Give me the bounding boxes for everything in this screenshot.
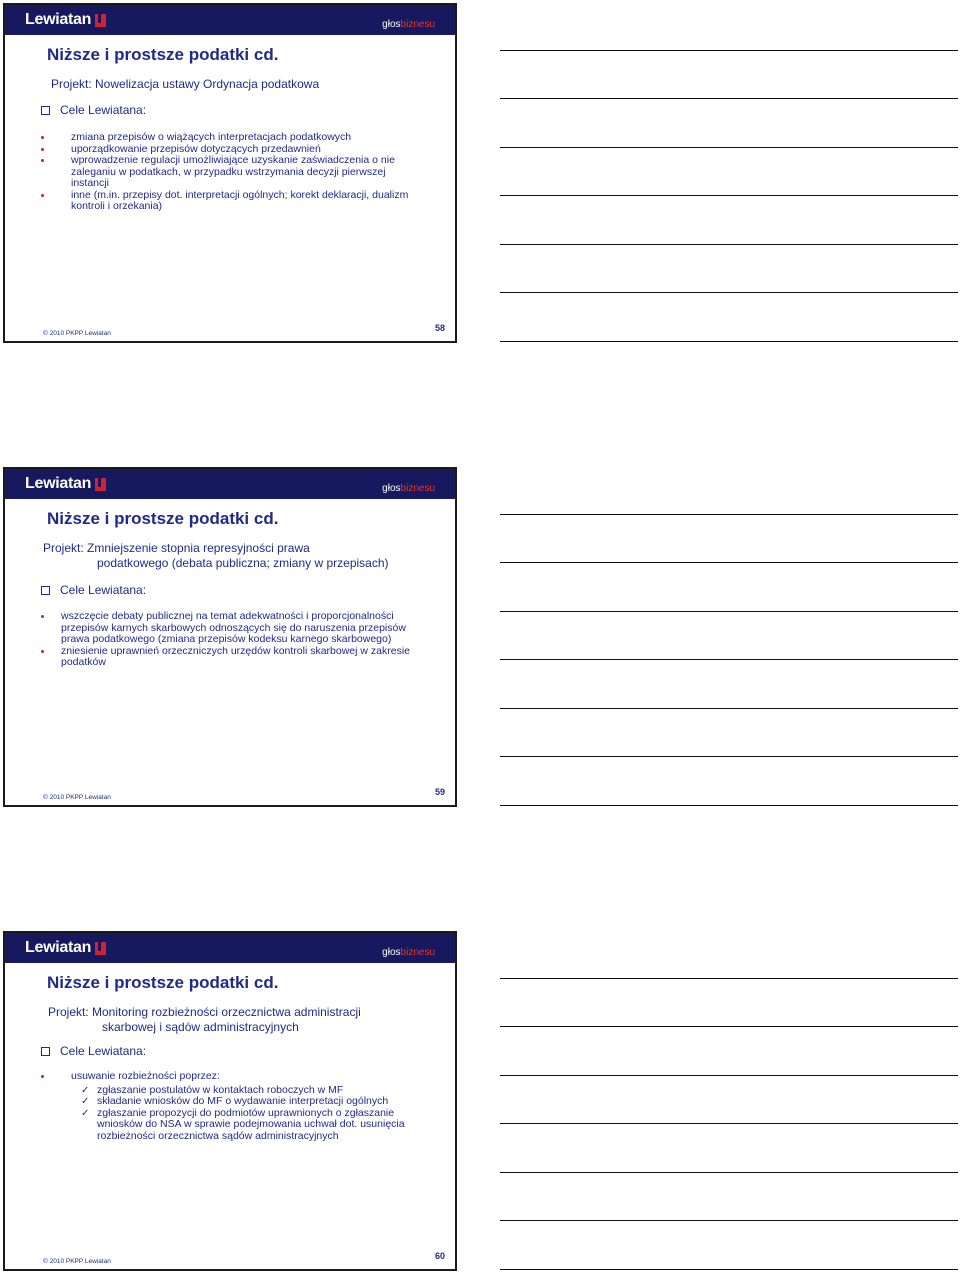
lewiatan-mark-icon — [95, 942, 106, 955]
slide-header — [5, 933, 455, 963]
bullet-icon — [41, 1075, 44, 1078]
slide-title: Niższe i prostsze podatki cd. — [47, 973, 279, 992]
bullet-list — [41, 1071, 425, 1142]
note-line — [500, 562, 958, 563]
note-line — [500, 1269, 958, 1270]
note-line — [500, 756, 958, 757]
glos-biznesu-logo: głosbiznesu — [382, 947, 435, 958]
note-line — [500, 708, 958, 709]
lewiatan-logo: Lewiatan — [25, 475, 106, 493]
note-line — [500, 195, 958, 196]
check-item: ✓ składanie wniosków do MF o wydawanie interpretacji ogólnych — [81, 1095, 389, 1107]
copyright: © 2010 PKPP Lewiatan — [43, 1258, 111, 1265]
list-item: wprowadzenie regulacji umożliwiające uzyskanie zaświadczenia o nie zaleganiu w podatkach, w przypadku wstrzymania decyzji pierwszej instancji — [41, 155, 425, 190]
note-line — [500, 611, 958, 612]
note-line — [500, 978, 958, 979]
checkmark-icon: ✓ — [81, 1096, 90, 1107]
note-line — [500, 1026, 958, 1027]
bullet-icon — [41, 159, 44, 162]
check-item: ✓ zgłaszanie postulatów w kontaktach roboczych w MF — [81, 1083, 344, 1096]
list-item: zniesienie uprawnień orzeczniczych urzędów kontroli skarbowej w zakresie podatków — [41, 646, 425, 669]
lewiatan-mark-icon — [95, 478, 106, 491]
checkmark-icon: ✓ — [81, 1084, 90, 1096]
bullet-icon — [41, 194, 44, 197]
check-list — [71, 1085, 425, 1143]
note-line — [500, 805, 958, 806]
bullet-icon — [41, 615, 44, 618]
list-item: zmiana przepisów o wiążących interpretacjach podatkowych — [41, 132, 425, 144]
note-line — [500, 1123, 958, 1124]
lewiatan-mark-icon — [95, 14, 106, 27]
glos-biznesu-logo: głosbiznesu — [382, 483, 435, 494]
note-line — [500, 1075, 958, 1076]
slide-59 — [3, 467, 457, 807]
note-line — [500, 1172, 958, 1173]
glos-biznesu-logo: głosbiznesu — [382, 19, 435, 30]
list-item: inne (m.in. przepisy dot. interpretacji ogólnych; korekt deklaracji, dualizm kontroli i orzekania) — [41, 190, 425, 213]
slide-header — [5, 5, 455, 35]
copyright: © 2010 PKPP Lewiatan — [43, 330, 111, 337]
lewiatan-logo: Lewiatan — [25, 939, 106, 957]
page-number: 59 — [434, 787, 445, 797]
checkbox-icon — [41, 586, 50, 595]
slide-title: Niższe i prostsze podatki cd. — [47, 509, 279, 528]
checkmark-icon: ✓ — [81, 1107, 90, 1119]
lewiatan-logo: Lewiatan — [25, 11, 106, 29]
page-number: 60 — [434, 1251, 445, 1261]
slide-58 — [3, 3, 457, 343]
note-line — [500, 514, 958, 515]
slide-title: Niższe i prostsze podatki cd. — [47, 45, 279, 64]
bullet-icon — [41, 136, 44, 139]
note-line — [500, 659, 958, 660]
goals-heading: Cele Lewiatana: — [41, 583, 146, 597]
project-line: Projekt: Nowelizacja ustawy Ordynacja podatkowa — [51, 77, 320, 91]
checkbox-icon — [41, 1047, 50, 1056]
copyright: © 2010 PKPP Lewiatan — [43, 794, 111, 801]
project-line: Projekt: Zmniejszenie stopnia represyjności prawa podatkowego (debata publiczna; zmiany w przepisach) — [43, 541, 389, 570]
list-item: usuwanie rozbieżności poprzez: ✓ zgłaszanie postulatów w kontaktach roboczych w MF ✓ składanie wniosków do MF o wydawanie interpretacji ogólnych ✓ zgłaszanie propozycji do podmiotów uprawnionych o zgłaszanie wniosków do NSA w sprawie podejmowania uchwał dot. usunięcia rozbieżności orzecznictwa sądów administracyjnych — [41, 1071, 425, 1142]
goals-heading: Cele Lewiatana: — [41, 1044, 146, 1058]
bullet-list — [41, 611, 425, 669]
page-number: 58 — [434, 323, 445, 333]
slide-header — [5, 469, 455, 499]
note-line — [500, 292, 958, 293]
list-item: uporządkowanie przepisów dotyczących przedawnień — [41, 144, 425, 156]
goals-heading: Cele Lewiatana: — [41, 103, 146, 117]
note-line — [500, 244, 958, 245]
bullet-icon — [41, 148, 44, 151]
checkbox-icon — [41, 106, 50, 115]
note-line — [500, 50, 958, 51]
note-line — [500, 1220, 958, 1221]
project-line: Projekt: Monitoring rozbieżności orzecznictwa administracji skarbowej i sądów administracyjnych — [48, 1005, 361, 1034]
bullet-icon — [41, 650, 44, 653]
slide-60 — [3, 931, 457, 1271]
list-item: wszczęcie debaty publicznej na temat adekwatności i proporcjonalności przepisów karnych skarbowych odnoszących się do naruszenia przepisów prawa podatkowego (zmiana przepisów kodeksu karnego skarbowego) — [41, 611, 425, 646]
note-line — [500, 98, 958, 99]
note-line — [500, 147, 958, 148]
bullet-list — [41, 132, 425, 213]
note-line — [500, 341, 958, 342]
check-item: ✓ zgłaszanie propozycji do podmiotów uprawnionych o zgłaszanie wniosków do NSA w sprawie podejmowania uchwał dot. usunięcia rozbieżności orzecznictwa sądów administracyjnych — [81, 1106, 405, 1142]
